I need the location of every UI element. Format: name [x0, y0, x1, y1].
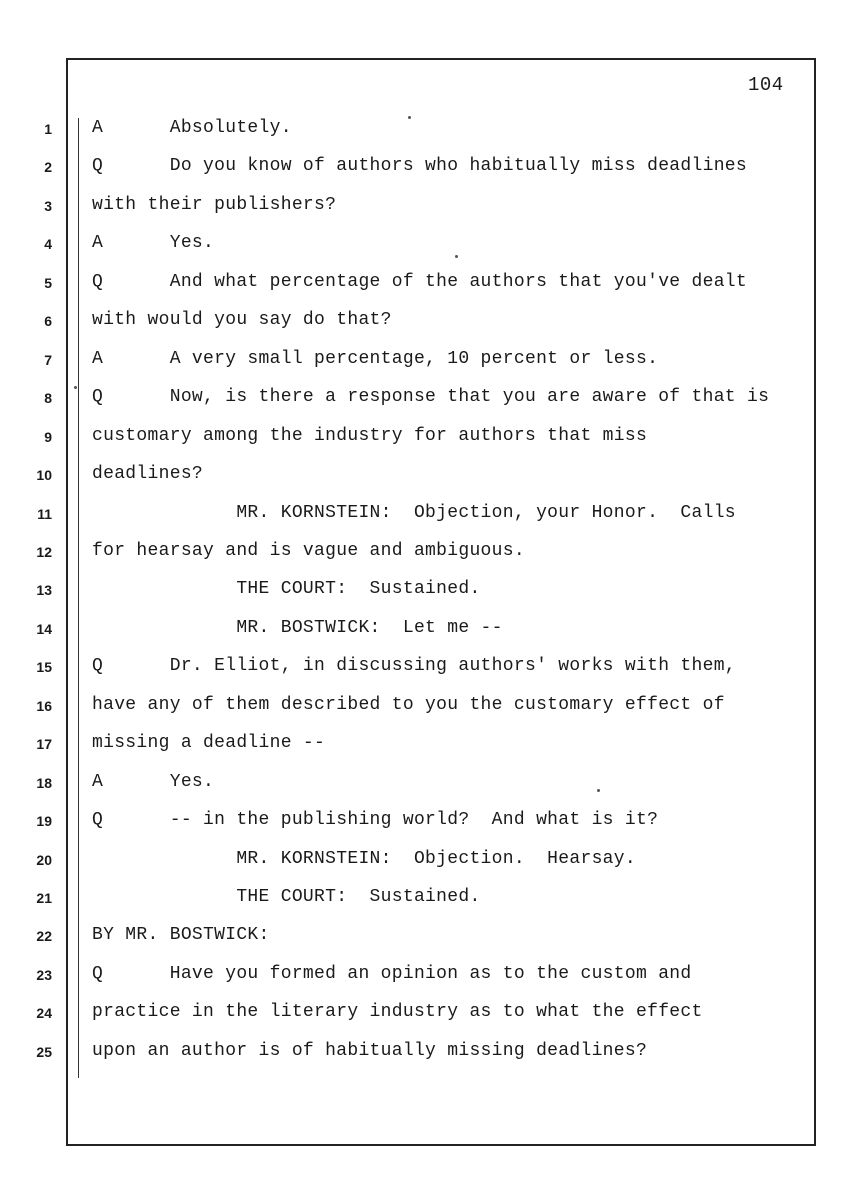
transcript-line: upon an author is of habitually missing deadlines? — [92, 1040, 648, 1061]
scan-speck — [455, 255, 458, 258]
line-number: 22 — [36, 928, 52, 945]
line-number: 7 — [44, 351, 52, 368]
transcript-line: customary among the industry for authors that miss — [92, 425, 648, 446]
transcript-line: MR. BOSTWICK: Let me -- — [92, 617, 503, 638]
transcript-line: with their publishers? — [92, 194, 337, 215]
line-number: 9 — [44, 428, 52, 445]
line-number: 1 — [44, 121, 52, 137]
line-number: 14 — [36, 620, 52, 637]
line-number: 3 — [44, 197, 52, 214]
transcript-line: Q -- in the publishing world? And what is it? — [92, 810, 659, 831]
transcript-line: Q Dr. Elliot, in discussing authors' works with them, — [92, 656, 736, 677]
line-number: 16 — [36, 697, 52, 714]
page-number: 104 — [748, 74, 784, 96]
transcript-line: A Yes. — [92, 771, 215, 792]
transcript-line: A Absolutely. — [92, 118, 292, 138]
transcript-line: Q Have you formed an opinion as to the custom and — [92, 963, 692, 984]
transcript-line: missing a deadline -- — [92, 733, 326, 754]
transcript-line: with would you say do that? — [92, 310, 392, 331]
transcript-line: Q Do you know of authors who habitually miss deadlines — [92, 156, 748, 177]
transcript-line: deadlines? — [92, 464, 204, 485]
transcript-line: Q And what percentage of the authors that you've dealt — [92, 271, 748, 292]
line-number: 6 — [44, 313, 52, 330]
scan-speck — [408, 116, 411, 119]
scan-speck — [74, 386, 77, 389]
transcript-line: have any of them described to you the customary effect of — [92, 694, 725, 715]
transcript-line: A A very small percentage, 10 percent or less. — [92, 348, 659, 369]
line-number: 23 — [36, 966, 52, 983]
line-number: 24 — [36, 1005, 52, 1022]
transcript-line: BY MR. BOSTWICK: — [92, 925, 270, 946]
line-number: 21 — [36, 890, 52, 906]
line-number: 8 — [44, 390, 52, 407]
line-number: 10 — [36, 467, 52, 484]
transcript-line: for hearsay and is vague and ambiguous. — [92, 540, 525, 561]
line-number: 25 — [36, 1043, 52, 1060]
scan-speck — [597, 789, 600, 792]
transcript-line: practice in the literary industry as to what the effect — [92, 1002, 703, 1023]
transcript-line: MR. KORNSTEIN: Objection, your Honor. Calls — [92, 502, 736, 523]
margin-rule — [78, 118, 79, 1078]
line-number: 13 — [36, 582, 52, 599]
transcript-line: MR. KORNSTEIN: Objection. Hearsay. — [92, 848, 636, 869]
line-number: 15 — [36, 659, 52, 676]
line-number: 18 — [36, 774, 52, 791]
transcript-line: Q Now, is there a response that you are aware of that is — [92, 387, 770, 408]
line-number: 4 — [44, 236, 52, 253]
line-number: 17 — [36, 736, 52, 753]
transcript-line: A Yes. — [92, 233, 215, 254]
line-number: 5 — [44, 274, 52, 291]
transcript-line: THE COURT: Sustained. — [92, 579, 481, 600]
line-number: 19 — [36, 813, 52, 830]
line-number: 12 — [36, 543, 52, 560]
line-number: 2 — [44, 159, 52, 176]
line-number: 20 — [36, 851, 52, 868]
line-number: 11 — [37, 505, 52, 522]
transcript-line: THE COURT: Sustained. — [92, 887, 481, 907]
